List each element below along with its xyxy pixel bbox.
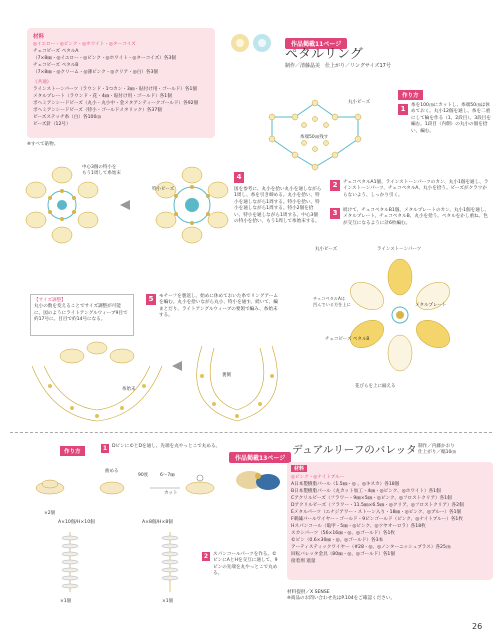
size-adjust-text: 丸小の数を変えることでサイズ調整が可能に。図のようにライトアングルウィーブ9目で約17号に。目目で約14号になる。 (34, 304, 128, 323)
size-adjust-title: 【サイズ調整】 (34, 298, 66, 303)
step-4-text: 図を参考に、丸小を拾い丸小を通しながら1周し、糸を引き締める。丸小を拾い、特小を通しながら1周する。特小を拾い、特小を通しながら1周する。特小2個を拾い、特小を通しながら1周する。中心3個の特小を拾い、もう1周して糸始末する。 (234, 187, 322, 225)
a-label-2: A×8個/H×8個 (142, 520, 173, 525)
step-2-number: 2 (330, 180, 340, 191)
count-x1a: ×1個 (60, 599, 72, 604)
materials-line: アーティスティックワイヤー（#28・◎、◎ノンターニッシュブラス）各25㎝ (291, 545, 451, 550)
article-tag: 作品掲載11ページ (285, 38, 347, 49)
svg-text:凹んでいる方を上に: 凹んでいる方を上に (313, 302, 351, 307)
materials-line: ©ピン（0.6×30㎜・◎、◎ゴールド）各3本 (291, 538, 384, 543)
count-x1b: ×1個 (162, 599, 174, 604)
rhinestone-label: ラインストーンパーツ (377, 247, 422, 252)
article-credit: 制作／清藤晶美 仕上がり／リングサイズ17号 (285, 63, 391, 69)
article-title-2: デュアルリーフのバレッタ (292, 444, 417, 456)
materials-line: 回転バレッタ金具（80㎜・◎、◎ゴールド）各1個 (291, 552, 395, 557)
mm-label: 6〜7㎜ (160, 473, 175, 478)
materials-line: チェコビーズ ペタルB (33, 63, 79, 68)
materials-line: Cアクリルビーズ（フラワー・9㎜×5㎜・◎ピンク、◎フロストクリア）各1個 (291, 496, 452, 501)
cut-label: カット (164, 491, 178, 496)
materials-line: ボヘミアンシードビーズ（特小・ゴールドメタリック）各37個 (33, 108, 162, 113)
flower-up-label: 花びらを上に揃える (355, 384, 396, 389)
ring-diagram-1 (240, 95, 390, 175)
thread-label: 糸端50㎝残す (300, 135, 329, 140)
product-photo-2 (232, 462, 284, 496)
step-b2-text: スパンコールパーツを作る。©ピンにAとHを交互に通して、9ピンの先端を丸やっとこで丸める。 (213, 552, 278, 577)
step-b1-number: 1 (102, 445, 108, 452)
metal-plate-label: メタルプレート (415, 303, 447, 308)
materials-line: 接着剤 適量 (291, 559, 316, 564)
ring-arm-diagrams (22, 326, 322, 428)
materials-line: ビーズ針（12号） (33, 122, 71, 127)
materials-colors: ◎イエロー・◎ピンク・◎ホワイト・◎ターコイズ (33, 42, 136, 47)
step-3-text: 続けて、チェコペタルB1個、メタルプレートのカン、丸小1個を通し、メタルプレート、チェコペタルB、丸小を拾う。ペタルをかし重ね、色が交互になるように計6枚編む。 (343, 208, 490, 226)
howto-label: 作り方 (398, 90, 423, 100)
page-number: 26 (472, 622, 483, 631)
materials-line: Hスパンコール（亀甲・5㎜・◎ピンク、◎ツヤオーロラ）各18枚 (291, 524, 426, 529)
materials-common-title: 《共通》 (33, 80, 52, 85)
materials-line: （7×8㎜・◎イエロー・◎ピンク・◎ホワイト・◎ターコイズ）各3個 (33, 56, 176, 61)
dims-label: 曲める (105, 469, 119, 474)
article-credit-2: 制作／内藤かおり 仕上がり／幅10㎝ (418, 444, 457, 456)
step-1-number: 1 (398, 104, 408, 115)
materials-box-2 (287, 462, 493, 580)
step-3-number: 3 (330, 208, 340, 219)
angle-label: 90度 (138, 473, 149, 478)
supplier-note: 材料提供／X SENSE ※商品のお問い合わせ先はP.104をご確認ください。 (287, 590, 396, 602)
step-4-number: 4 (234, 172, 244, 183)
marusho-label-2: 丸小ビーズ (315, 247, 338, 252)
count-x2: ×2個 (44, 511, 56, 516)
materials-title-2: 材料 (291, 465, 307, 472)
howto-label-2: 作り方 (60, 446, 85, 456)
materials-line: スカシパーツ（56×16㎜・◎、◎ゴールド）各1枚 (291, 531, 395, 536)
materials-line: ラインストーンパーツ（ラウンド・1つカン・3㎜・貼付け用・ゴールド）各1個 (33, 87, 197, 92)
petal-flower-diagram (305, 240, 495, 390)
flower-diagrams (12, 160, 242, 248)
materials-colors-2: ◎ピンク・◎ナイトブルー (291, 475, 345, 480)
materials-line: チェコビーズ ペタルA (33, 49, 79, 54)
step-5-number: 5 (146, 294, 156, 305)
section-divider (10, 432, 492, 433)
pin-diagrams (30, 462, 230, 518)
article-title: ペタルリング (285, 47, 363, 62)
tokusho-label: 特小ビーズ (152, 187, 175, 192)
materials-line: B日本製樹脂パール（丸カット加工・4㎜・◎ピンク、◎ホワイト）各1個 (291, 489, 441, 494)
sequin-diagrams (50, 528, 200, 604)
svg-text:もう1周して糸始末: もう1周して糸始末 (82, 171, 121, 176)
marusho-label: 丸小ビーズ (348, 100, 371, 105)
center3-label: 中心3個の特小を (82, 165, 117, 170)
note-all: ※すべて貼物。 (27, 142, 59, 147)
materials-line: A日本製樹脂パール（1.5㎜・◎ 、◎キスカ）各18個 (291, 482, 400, 487)
step-1-text: 糸を100㎝にカットし、糸端50㎝は休めておく。丸小12個を通し、糸を二重にして輪を作る（1、2段目）。3段目を編む。1段目（内側）の丸小の個を拾い、編む。 (411, 103, 491, 134)
back-label: 裏側 (222, 373, 231, 378)
petal-b-label: チェコビーズ ペタルB (325, 337, 370, 342)
materials-line: メタルプレート（ラウンド・花・4㎜・貼付け用・ゴールド）各1個 (33, 94, 172, 99)
step-2-text: チェコペタルA1個、ラインストーンパーツのカン、丸小1個を通し、ラインストーンパーツ、チェコペタルA、丸小を拾う。ビーズがクラウからないよう、しっかり引く。 (343, 180, 489, 198)
petal-a-note: チェコペタルAは (313, 296, 346, 301)
a-label: A×10個/H×10個 (58, 520, 95, 525)
materials-line: Dアクリルビーズ（フラワー・11.5㎜×6.5㎜・◎クリア、◎フロストクリア）各2個 (291, 503, 464, 508)
materials-line: ビーズステッチ糸（白）各100㎝ (33, 115, 101, 120)
article-tag-2: 作品掲載13ページ (229, 452, 291, 463)
materials-box (27, 28, 215, 138)
materials-line: ボヘミアンシードビーズ（丸小・丸小中・金メタアンティークゴールド）各92個 (33, 101, 199, 106)
thread-end-label: 糸始末 (122, 387, 136, 392)
materials-line: Eメタルパーツ（エナジアワー・ストーン入り・18㎜・◎ピンク、◎ブルー）各1個 (291, 510, 462, 515)
materials-line: F刺繍パールワイヤー・ゴールド・9ピンゴールド（ピンク、◎ナイトブルー）各1枚 (291, 517, 463, 522)
step-b1-text: Dピンに©とDを通し、先端を丸やっとこで丸める。 (112, 444, 221, 449)
materials-title: 材料 (33, 34, 45, 40)
product-photo (228, 30, 278, 56)
step-5-text: モチーフを裏返し、始めに休めておいた糸でリングアームを編む。丸小を拾いながら丸小、特小を通す。続いて、編まとだり、ライトアングルウィーブの要領で編み、糸始末する。 (159, 294, 278, 319)
materials-line: （7×8㎜・◎クリーム・◎薄ピンク・◎クリア・◎白）各3個 (33, 70, 159, 75)
step-b2-number: 2 (203, 553, 209, 560)
